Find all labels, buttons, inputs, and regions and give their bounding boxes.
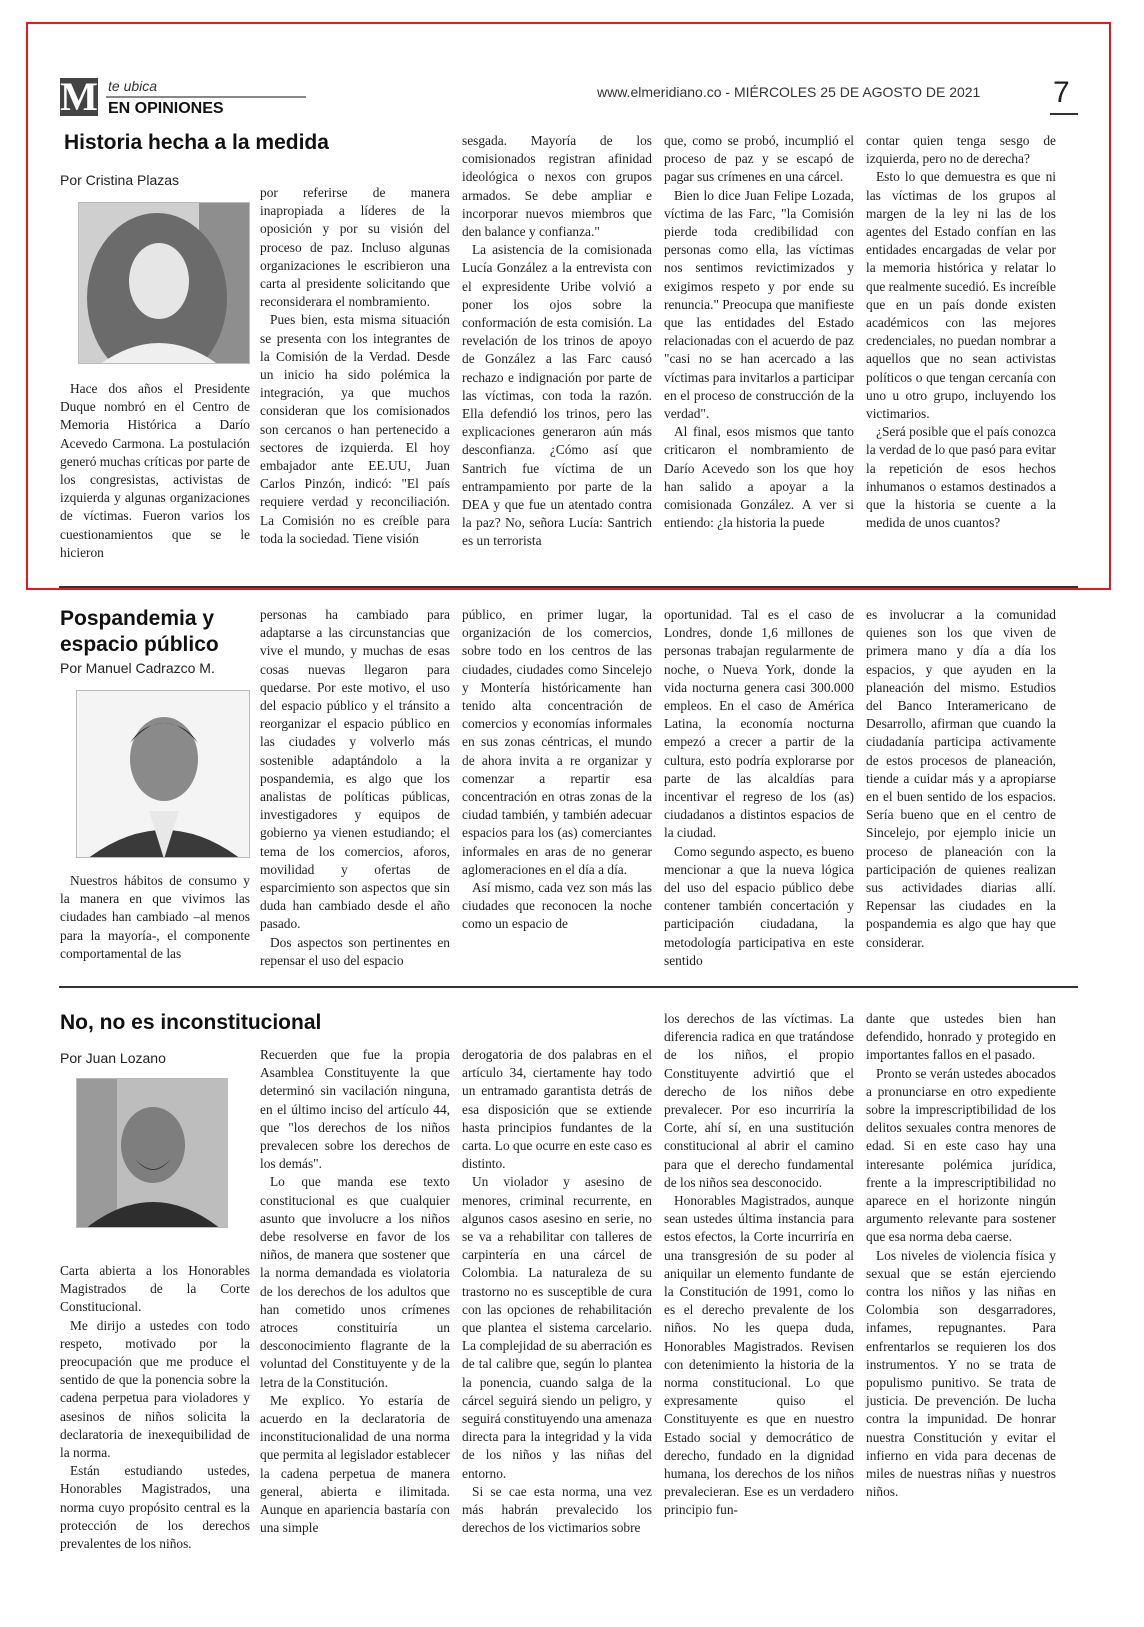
paragraph: Honorables Magistrados, aunque sean ustedes última instancia para estos efectos, la Corte incurriría en una transgresión de su poder al aniquilar un elemento fundante de la Constitución de 1991, como lo es el derecho prevalente de los niños. No les quepa duda, Honorables Magistrados. Revisen con detenimiento la historia de la norma constitucional. Lo que expresamente quiso el Constituyente es que en nuestro Estado social y democrático de derecho, fundado en la dignidad humana, los derechos de los niños prevalecieran. Ese es un verdadero principio fun- <box>664 1193 854 1518</box>
portrait-icon <box>77 691 250 858</box>
author-photo-cristina-plazas <box>78 202 250 364</box>
page-number-rule <box>1050 113 1078 115</box>
paragraph: es involucrar a la comunidad quienes son los que viven de primera mano y día a día los espacios, y que ayuden en la planeación del mismo. Estudios del Banco Interamericano de Desarrollo, afirman que cuando la ciudadanía participa activamente de estos procesos de planeación, tiende a cuidar más y a apropiarse en el buen sentido de los espacios. Sería bueno que en el centro de Sincelejo, por ejemplo inicie un proceso de planeación con la participación de quienes realizan sus actividades diarias allí. Repensar las ciudades en la pospandemia es algo que hay que considerar. <box>866 607 1056 950</box>
author-photo-manuel-cadrazco <box>76 690 250 858</box>
paragraph: derogatoria de dos palabras en el artículo 34, ciertamente hay todo un entramado garantista detrás de esa disposición que se extiende hasta principios fundantes de la carta. Lo que ocurre en este caso es distinto. <box>462 1047 652 1172</box>
paragraph: Están estudiando ustedes, Honorables Magistrados, una norma cuyo propósito central es la protección de los derechos prevalentes de los niños. <box>60 1463 250 1552</box>
article-title: Historia hecha a la medida <box>64 131 329 154</box>
paragraph: Recuerden que fue la propia Asamblea Constituyente la que determinó sin vacilación ninguna, en el último inciso del artículo 44, que "los derechos de los niños prevalecen sobre los derechos de los demás". <box>260 1047 450 1172</box>
article-author: Por Juan Lozano <box>60 1050 166 1066</box>
article-column <box>260 1046 450 1537</box>
paragraph: los derechos de las víctimas. La diferencia radica en que tratándose de los niños, el propio Constituyente advirtió que el derecho de los niños debe prevalecer. Por eso incurriría la Corte, ahí sí, en una sustitución constitucional al abrir el camino para que el derecho fundamental de los niños sea desconocido. <box>664 1011 854 1190</box>
article-column <box>60 1262 250 1553</box>
article-column <box>60 872 250 963</box>
article-column <box>866 132 1056 532</box>
paragraph: que, como se probó, incumplió el proceso de paz y se escapó de pagar sus crímenes en una cárcel. <box>664 133 854 185</box>
paragraph: oportunidad. Tal es el caso de Londres, donde 1,6 millones de personas trabajan regularmente de noche, o Nueva York, donde la vida nocturna genera casi 300.000 empleos. En el caso de América Latina, la economía nocturna empezó a crecer a partir de la cultura, esto podría explorarse por parte de las alcaldías para incentivar el regreso de los (as) ciudadanos a distintos espacios de la ciudad. <box>664 607 854 841</box>
logo: M <box>60 74 98 119</box>
paragraph: Nuestros hábitos de consumo y la manera en que vivimos las ciudades han cambiado –al menos para la mayoría-, el componente comportamental de las <box>60 873 250 961</box>
paragraph: sesgada. Mayoría de los comisionados registran afinidad ideológica o nexos con grupos armados. Se debe ampliar e incorporar nuevos miembros que den balance y confianza." <box>462 133 652 240</box>
article-column <box>664 132 854 532</box>
site-date: www.elmeridiano.co - MIÉRCOLES 25 DE AGOSTO DE 2021 <box>597 84 981 100</box>
article-column <box>462 1046 652 1537</box>
portrait-icon <box>79 203 250 364</box>
article-column <box>260 184 450 548</box>
paragraph: La asistencia de la comisionada Lucía González a la entrevista con el expresidente Uribe volvió a poner los ojos sobre la conformación de esta comisión. La revelación de los trinos de apoyo de González a las Farc causó rechazo e indignación por parte de las víctimas, con toda la razón. Ella defendió los trinos, pero las explicaciones generaron aún más desconfianza. ¿Cómo así que Santrich fue víctima de un entrampamiento por parte de la DEA y que fue un atentado contra la paz? No, señora Lucía: Santrich es un terrorista <box>462 242 652 549</box>
paragraph: por referirse de manera inapropiada a líderes de la oposición y por su visión del proceso de paz. Incluso algunas organizaciones le escribieron una carta al presidente solicitando que reconsiderara el nombramiento. <box>260 185 450 310</box>
article-column <box>664 606 854 970</box>
paragraph: Bien lo dice Juan Felipe Lozada, víctima de las Farc, "la Comisión pierde toda credibilidad con personas como ella, las víctimas nos sentimos revictimizados y exigimos respeto y por ende su renuncia." Preocupa que manifieste que las entidades del Estado relacionadas con el acuerdo de paz "casi no se han acercado a las víctimas para invitarlos a participar en el proceso de construcción de la verdad". <box>664 187 854 422</box>
paragraph: Esto lo que demuestra es que ni las víctimas de los grupos al margen de la ley ni las de los agentes del Estado confían en las entidades encargadas de velar por la memoria histórica y relatar lo que realmente sucedió. Es increíble que en un país donde existen académicos con las mejores credenciales, no puedan nombrar a aquellos que no sean activistas políticos o que tengan cercanía con uno u otro grupo, incluyendo los victimarios. <box>866 169 1056 422</box>
article-title: No, no es inconstitucional <box>60 1011 322 1034</box>
article-column <box>462 606 652 934</box>
paragraph: Lo que manda ese texto constitucional es que cualquier asunto que involucre a los niños debe resolverse en favor de los niños, de manera que sostener que la norma demandada es violatoria de los derechos de los adultos que han cometido unos crímenes atroces constituiría un desconocimiento flagrante de la voluntad del Constituyente y de la letra de la Constitución. <box>260 1174 450 1390</box>
tagline-divider <box>106 96 306 98</box>
paragraph: Carta abierta a los Honorables Magistrados de la Corte Constitucional. <box>60 1263 250 1315</box>
paragraph: contar quien tenga sesgo de izquierda, pero no de derecha? <box>866 133 1056 167</box>
paragraph: Me explico. Yo estaría de acuerdo en la declaratoria de inconstitucionalidad de una norma que permita al legislador establecer la cadena perpetua de manera general, abierta e ilimitada. Aunque en apariencia bastaría con una simple <box>260 1392 450 1536</box>
article-column <box>60 380 250 562</box>
article-column <box>462 132 652 551</box>
paragraph: público, en primer lugar, la organización de los comercios, sobre todo en los centros de las ciudades, ciudades como Sincelejo y Montería históricamente han tenido alta concentración de comercios y economías informales en sus zonas céntricas, el mundo de ahora invita a re organizar y comenzar a repartir esa concentración en otras zonas de la ciudad también, y también adecuar espacios para los (as) comerciantes informales en aras de no generar aglomeraciones en el día a día. <box>462 607 652 877</box>
section-divider <box>59 586 1078 588</box>
article-column <box>866 1010 1056 1501</box>
paragraph: Me dirijo a ustedes con todo respeto, motivado por la preocupación que me produce el sentido de que la ponencia sobre la cadena perpetua para violadores y asesinos de niños solicita la declaratoria de inexequibilidad de la norma. <box>60 1317 250 1461</box>
paragraph: Al final, esos mismos que tanto criticaron el nombramiento de Darío Acevedo son los que hoy han salido a apoyar a la comisionada González. A ver si entiendo: ¿la historia la puede <box>664 424 854 531</box>
paragraph: ¿Será posible que el país conozca la verdad de lo que pasó para evitar la repetición de esos hechos inhumanos o estamos destinados a que la historia se cuente a la medida de unos cuantos? <box>866 424 1056 531</box>
paragraph: Hace dos años el Presidente Duque nombró en el Centro de Memoria Histórica a Darío Acevedo Carmona. La postulación generó muchas críticas por parte de los congresistas, activistas de izquierda y algunas organizaciones de víctimas. Fueron varios los cuestionamientos que se le hicieron <box>60 381 250 560</box>
paragraph: dante que ustedes bien han defendido, honrado y protegido en importantes fallos en el pasado. <box>866 1011 1056 1063</box>
paragraph: Así mismo, cada vez son más las ciudades que reconocen la noche como un espacio de <box>462 880 652 932</box>
article-column <box>260 606 450 970</box>
tagline-section: EN OPINIONES <box>108 100 224 117</box>
paragraph: Pues bien, esta misma situación se presenta con los integrantes de la Comisión de la Verdad. Desde un inicio ha sido polémica la integración, ya que muchos consideran que los comisionados son cercanos o han pertenecido a sectores de izquierda. El hoy embajador ante EE.UU, Juan Carlos Pinzón, indicó: "El país requiere verdad y reconciliación. La Comisión no es creíble para toda la sociedad. Tiene visión <box>260 312 450 546</box>
article-column <box>664 1010 854 1520</box>
article-column <box>866 606 1056 952</box>
paragraph: Dos aspectos son pertinentes en repensar el uso del espacio <box>260 934 450 968</box>
portrait-icon <box>77 1079 228 1228</box>
article-author: Por Cristina Plazas <box>60 172 180 188</box>
paragraph: Pronto se verán ustedes abocados a pronunciarse en otro expediente sobre la imprescriptibilidad de los delitos sexuales contra menores de edad. Si en este caso hay una interesante polémica jurídica, frente a la imprescriptibilidad no aparece en el horizonte ningún argumento relevante para sostener que esa norma deba caerse. <box>866 1065 1056 1245</box>
section-divider <box>59 986 1078 988</box>
paragraph: personas ha cambiado para adaptarse a las circunstancias que vive el mundo, y muchas de esas cosas nuevas llegaron para quedarse. Por este motivo, el uso del espacio público y el tránsito a reorganizar el espacio público en las ciudades y volverlo más sostenible adaptándolo a la pospandemia, es algo que los analistas de políticas públicas, investigadores y equipos de gobierno ya vienen estudiando; el tema de los comercios, aforos, movilidad y ofertas de esparcimiento son aspectos que sin duda han cambiado desde el año pasado. <box>260 607 450 932</box>
paragraph: Como segundo aspecto, es bueno mencionar a que la nueva lógica del uso del espacio público debe contener también concertación y participación ciudadana, la metodología participativa en este sentido <box>664 843 854 968</box>
paragraph: Si se cae esta norma, una vez más habrán prevalecido los derechos de los victimarios sobre <box>462 1483 652 1536</box>
article-title: Pospandemia y espacio público <box>60 607 219 656</box>
author-photo-juan-lozano <box>76 1078 228 1228</box>
article-author: Por Manuel Cadrazco M. <box>60 660 215 676</box>
tagline-small: te ubica <box>108 78 158 94</box>
paragraph: Un violador y asesino de menores, criminal recurrente, en algunos casos asesino en serie, no se va a rehabilitar con talleres de carpintería en una cárcel de Colombia. La naturaleza de su trastorno no es susceptible de cura con las opciones de rehabilitación que plantea el sistema carcelario. La complejidad de su aberración es de tal calibre que, según lo plantea la ponencia, cuando salga de la cárcel seguirá siendo un peligro, y seguirá constituyendo una amenaza directa para la integridad y la vida de los niños y las niñas del entorno. <box>462 1174 652 1481</box>
page-number: 7 <box>1053 76 1070 109</box>
paragraph: Los niveles de violencia física y sexual que se están ejerciendo contra los niños y las niñas en Colombia son desgarradores, infames, repugnantes. Para enfrentarlos se requieren los dos instrumentos. Y no se trata de populismo punitivo. Se trata de justicia. De prevención. De lucha contra la impunidad. De honrar nuestra Constitución y evitar el infierno en vida para decenas de miles de nuestras niñas y nuestros niños. <box>866 1247 1056 1500</box>
